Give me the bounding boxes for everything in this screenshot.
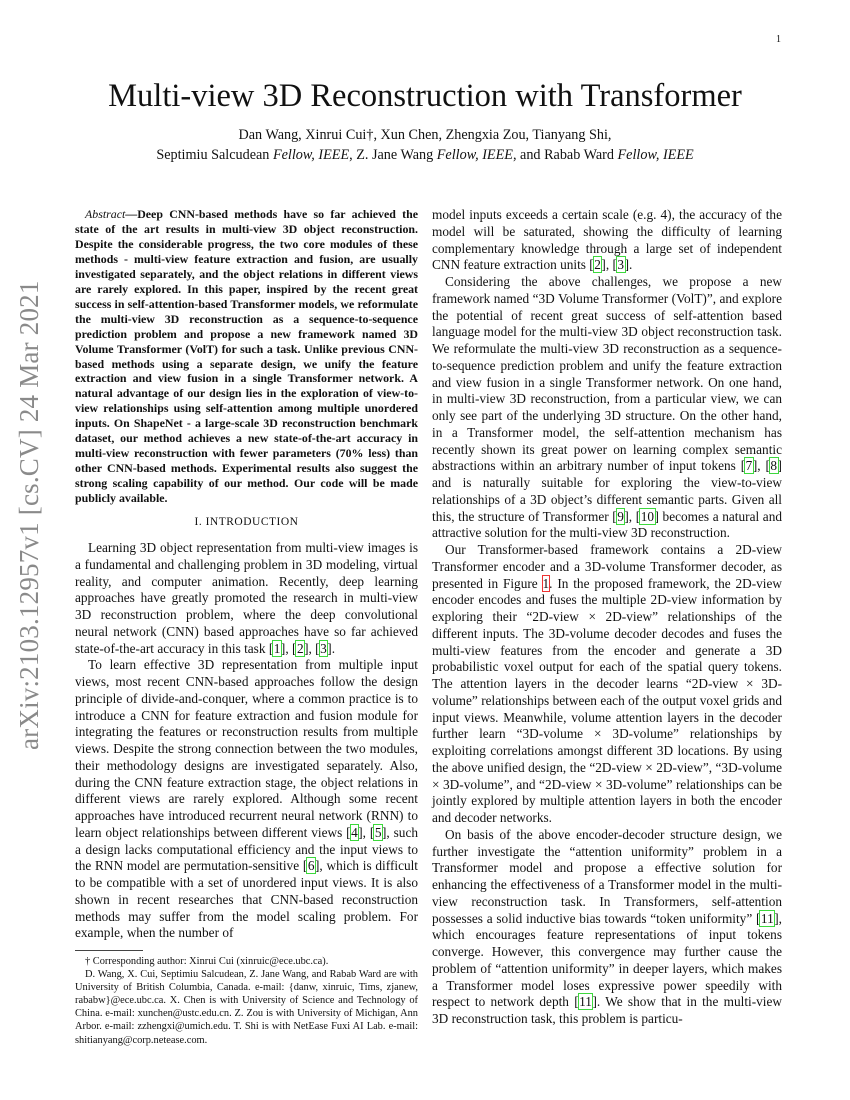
abstract-label: Abstract (85, 207, 126, 221)
citation-link[interactable]: 4 (351, 824, 358, 840)
citation-link[interactable]: 7 (745, 458, 753, 474)
author-list (0, 125, 850, 165)
figure-link[interactable]: 1 (542, 575, 550, 591)
author-title: Fellow, IEEE (617, 147, 694, 163)
abstract (75, 207, 418, 506)
footnote: D. Wang, X. Cui, Septimiu Salcudean, Z. Jane Wang, and Rabab Ward are with University of British Columbia, Canada. e-mail: {danw, xinruic, Tims, zjanew, rababw}@ece.ubc.ca. X. Chen is with University of Science and Technology of China. e-mail: xunchen@ustc.edu.cn. Z. Zou is with University of Michigan, Ann Arbor. e-mail: zzhengxi@umich.edu. T. Shi is with NetEase Fuxi AI Lab. e-mail: shitianyang@corp.netease.com. (75, 969, 418, 1046)
page-number: 1 (776, 34, 781, 45)
citation-link[interactable]: 9 (617, 508, 624, 524)
abstract-text: —Deep CNN-based methods have so far achieved the state of the art results in multi-view 3D object reconstruction. Despite the considerable progress, the two core modules of these methods - multi-view feature extraction and fusion, are usually investigated separately, and the object relations in different views are rarely explored. In this paper, inspired by the recent great success in self-attention-based Transformer models, we reformulate the multi-view 3D reconstruction as a sequence-to-sequence prediction problem and propose a new framework named 3D Volume Transformer (VolT) for such a task. Unlike previous CNN-based methods using a separate design, we unify the feature extraction and view fusion in a single Transformer network. A natural advantage of our design lies in the exploration of view-to-view relationships using self-attention among multiple unordered inputs. On ShapeNet - a large-scale 3D reconstruction benchmark dataset, our method achieves a new state-of-the-art accuracy in multi-view reconstruction with fewer parameters (70% less) than other CNN-based methods. Experimental results also suggest the strong scaling capability of our method. Our code will be made publicly available. (75, 207, 418, 506)
section-heading: I. INTRODUCTION (194, 516, 299, 528)
paper-title: Multi-view 3D Reconstruction with Transformer (108, 78, 742, 114)
paragraph: Learning 3D object representation from multi-view images is a fundamental and challenging problem in 3D modeling, virtual reality, and computer animation. Recently, deep learning approaches have greatly promoted the research in multi-view 3D reconstruction problem, where the deep convolutional neural network (CNN) based approaches have so far achieved state-of-the-art accuracy in this task [1], [2], [3]. (75, 540, 418, 656)
arxiv-stamp[interactable]: arXiv:2103.12957v1 [cs.CV] 24 Mar 2021 (14, 280, 44, 750)
paragraph: On basis of the above encoder-decoder structure design, we further investigate the “attention uniformity” problem in a Transformer model and propose a effective solution for enhancing the effectiveness of a Transformer model in the multi-view reconstruction task. In Transformers, self-attention possesses a solid inductive bias towards “token uniformity” [11], which encourages feature representations of input tokens converge. However, this convergence may further cause the problem of “attention uniformity” in deeper layers, which makes a Transformer model loses expressive power speedily with respect to network depth [11]. We show that in the multi-view 3D reconstruction task, this problem is particu- (432, 826, 782, 1026)
paragraph: Our Transformer-based framework contains a 2D-view Transformer encoder and a 3D-volume Transformer decoder, as presented in Figure 1. In the proposed framework, the 2D-view encoder encodes and fuses the multiple 2D-view information by exploring their “2D-view × 2D-view” relationships of the different inputs. The 3D-volume decoder decodes and fuses the multi-view features from the encoder and generate a 3D probabilistic voxel output for each of the spatial query tokens. The attention layers in the decoder learns “2D-view × 3D-volume” relationships between each of the output voxel grids and input views. Meanwhile, volume attention layers in the decoder further learn “3D-volume × 3D-volume” relationships by exploiting correlations amongst different 3D locations. By using the above unified design, the “2D-view × 2D-view”, “3D-volume × 3D-volume”, and “2D-view × 3D-volume” relationships can be jointly explored by multiple attention layers in both the encoder and decoder networks. (432, 542, 782, 825)
citation-link[interactable]: 8 (770, 458, 778, 474)
citation-link[interactable]: 3 (617, 257, 625, 273)
citation-link[interactable]: 10 (640, 508, 654, 524)
authors-line-2 (0, 145, 850, 165)
footnote-rule (75, 950, 143, 951)
citation-link[interactable]: 11 (579, 994, 592, 1010)
author-title: Fellow, IEEE (272, 147, 350, 163)
paragraph: model inputs exceeds a certain scale (e.g. 4), the accuracy of the model will be saturated, showing the difficulty of learning complementary knowledge through a large set of independent CNN feature extraction units [2], [3]. (432, 207, 782, 273)
author-name: , and Rabab Ward (512, 147, 618, 163)
citation-link[interactable]: 1 (273, 640, 281, 656)
author-name: Septimiu Salcudean (156, 147, 273, 163)
citation-link[interactable]: 2 (296, 640, 304, 656)
citation-link[interactable]: 6 (307, 858, 315, 874)
author-name: , Z. Jane Wang (349, 147, 437, 163)
authors-line-1: Dan Wang, Xinrui Cui†, Xun Chen, Zhengxia Zou, Tianyang Shi, (238, 127, 612, 143)
citation-link[interactable]: 5 (374, 824, 382, 840)
citation-link[interactable]: 3 (320, 640, 327, 656)
paragraph: To learn effective 3D representation from multiple input views, most recent CNN-based approaches follow the design principle of divide-and-conquer, where a common practice is to introduce a CNN for feature extraction and fusion module for integrating the features or reconstruction results from multiple views. Despite the strong connection between the two modules, their methodology designs are investigated separately. Also, during the CNN feature extraction stage, the object relations in different views are rarely explored. Although some recent approaches have introduced recurrent neural network (RNN) to learn object relationships between different views [4], [5], such a design lacks computational efficiency and the input views to the RNN model are permutation-sensitive [6], which is difficult to be compatible with a set of unordered input views. It is also shown in recent researches that CNN-based reconstruction methods may suffer from the model scaling problem. For example, when the number of (75, 657, 419, 941)
right-column-body (432, 207, 782, 1028)
footnote: † Corresponding author: Xinrui Cui (xinruic@ece.ubc.ca). (85, 956, 329, 967)
left-column-body (75, 540, 418, 942)
citation-link[interactable]: 2 (594, 257, 601, 273)
paragraph: Considering the above challenges, we propose a new framework named “3D Volume Transformer (VolT)”, and explore the potential of recent great success of self-attention based language model for the multi-view 3D object reconstruction task. We reformulate the multi-view 3D reconstruction as a sequence-to-sequence prediction problem and unify the feature extraction and view fusion in a single Transformer network. On one hand, in multi-view 3D reconstruction, from a particular view, we can only see part of the underlying 3D structure. On the other hand, in a Transformer model, the self-attention mechanism has recently shown its great power on learning complex semantic abstractions within an arbitrary number of input tokens [7], [8] and is naturally suitable for exploring the view-to-view relationships of a 3D object’s different semantic parts. Given all this, the structure of Transformer [9], [10] becomes a natural and attractive solution for the multi-view 3D reconstruction. (432, 274, 782, 541)
footnotes (75, 955, 418, 1047)
citation-link[interactable]: 11 (760, 910, 774, 926)
author-title: Fellow, IEEE (436, 147, 513, 163)
